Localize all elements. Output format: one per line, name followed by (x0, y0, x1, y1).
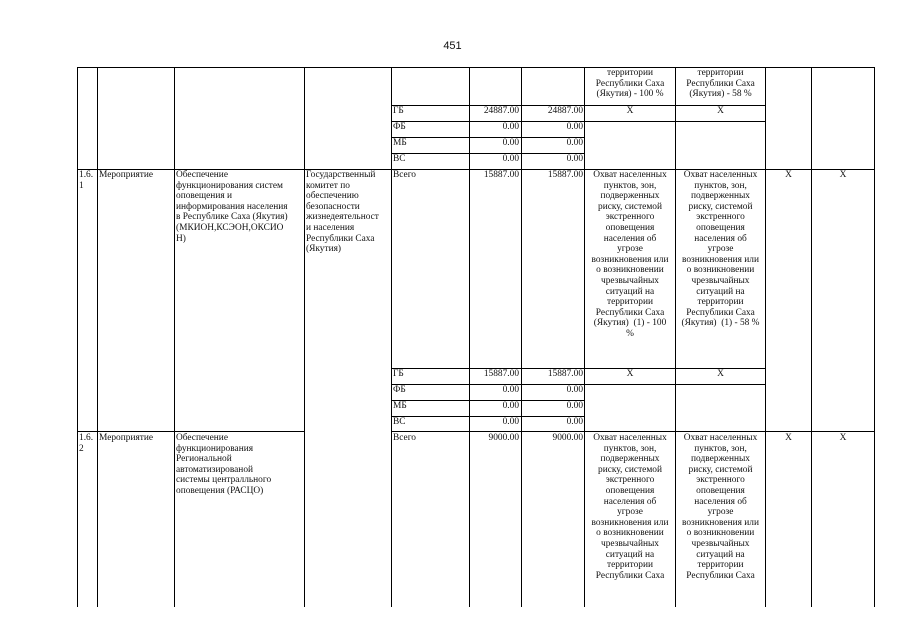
amount-plan: 0.00 (502, 122, 519, 132)
amount-plan: 0.00 (502, 385, 519, 395)
funding-source: Всего (393, 433, 416, 443)
item-name: Обеспечение функционирования Региональной автоматизированой системы централльного оповещения (РАСЦО) (176, 433, 272, 496)
amount-plan: 0.00 (502, 154, 519, 164)
item-kind: Мероприятие (99, 170, 154, 180)
amount-plan: 0.00 (502, 401, 519, 411)
amount-plan: 24887.00 (483, 106, 519, 116)
amount-fact: 0.00 (566, 385, 583, 395)
funding-source: ФБ (393, 122, 406, 132)
indicator-actual-cell: Охват населенных пунктов, зон, подверженных риску, системой экстренного оповещения населения об угрозе возникновения или о возникновении чрезвычайных ситуаций на территории Республики Саха (682, 433, 759, 581)
amount-fact: 0.00 (566, 138, 583, 148)
page-number: 451 (443, 40, 462, 52)
indicator-actual-cell: территории Республики Саха (Якутия) - 58 % (686, 68, 755, 100)
funding-source: ВС (393, 417, 406, 427)
funding-source: МБ (393, 401, 407, 411)
x-mark: X (785, 170, 792, 180)
amount-fact: 0.00 (566, 401, 583, 411)
x-mark: X (839, 433, 847, 443)
funding-source: ФБ (393, 385, 406, 395)
amount-plan: 15887.00 (483, 369, 519, 379)
funding-source: Всего (393, 170, 416, 180)
item-kind: Мероприятие (99, 433, 154, 443)
item-number: 1.6. 2 (79, 433, 94, 454)
funding-source: ГБ (393, 106, 404, 116)
amount-plan: 9000.00 (488, 433, 519, 443)
indicator-actual-cell: Охват населенных пунктов, зон, подверженных риску, системой экстренного оповещения населения об угрозе возникновения или о возникновении чрезвычайных ситуаций на территории Республики Саха (Якутия) (1) - 58 % (681, 170, 760, 329)
x-mark: X (717, 369, 724, 379)
item-number: 1.6. 1 (79, 170, 94, 191)
funding-source: МБ (393, 138, 407, 148)
funding-source: ВС (393, 154, 406, 164)
amount-fact: 0.00 (566, 154, 583, 164)
indicator-target-cell: территории Республики Саха (Якутия) - 100 % (595, 68, 665, 100)
x-mark: X (785, 433, 792, 443)
item-name: Обеспечение функционирования систем оповещения и информирования населения в Республике Саха (Якутия) (МКИОН,КСЭОН,ОКСИО Н) (176, 170, 288, 244)
indicator-target-cell: Охват населенных пунктов, зон, подверженных риску, системой экстренного оповещения населения об угрозе возникновения или о возникновении чрезвычайных ситуаций на территории Республики Саха (Якутия) (1) - 100 % (591, 170, 669, 339)
item-executor: Государственный комитет по обеспечению безопасности жизнедеятельност и населения Республики Саха (Якутия) (306, 170, 379, 255)
indicator-target-cell: Охват населенных пунктов, зон, подверженных риску, системой экстренного оповещения населения об угрозе возникновения или о возникновении чрезвычайных ситуаций на территории Республики Саха (591, 433, 669, 581)
amount-fact: 15887.00 (547, 369, 583, 379)
x-mark: X (717, 106, 724, 116)
amount-fact: 0.00 (566, 417, 583, 427)
amount-plan: 0.00 (502, 138, 519, 148)
amount-fact: 15887.00 (547, 170, 583, 180)
amount-fact: 0.00 (566, 122, 583, 132)
x-mark: X (626, 369, 634, 379)
amount-fact: 24887.00 (547, 106, 583, 116)
x-mark: X (839, 170, 847, 180)
amount-plan: 0.00 (502, 417, 519, 427)
funding-source: ГБ (393, 369, 404, 379)
x-mark: X (626, 106, 634, 116)
amount-plan: 15887.00 (483, 170, 519, 180)
amount-fact: 9000.00 (552, 433, 583, 443)
